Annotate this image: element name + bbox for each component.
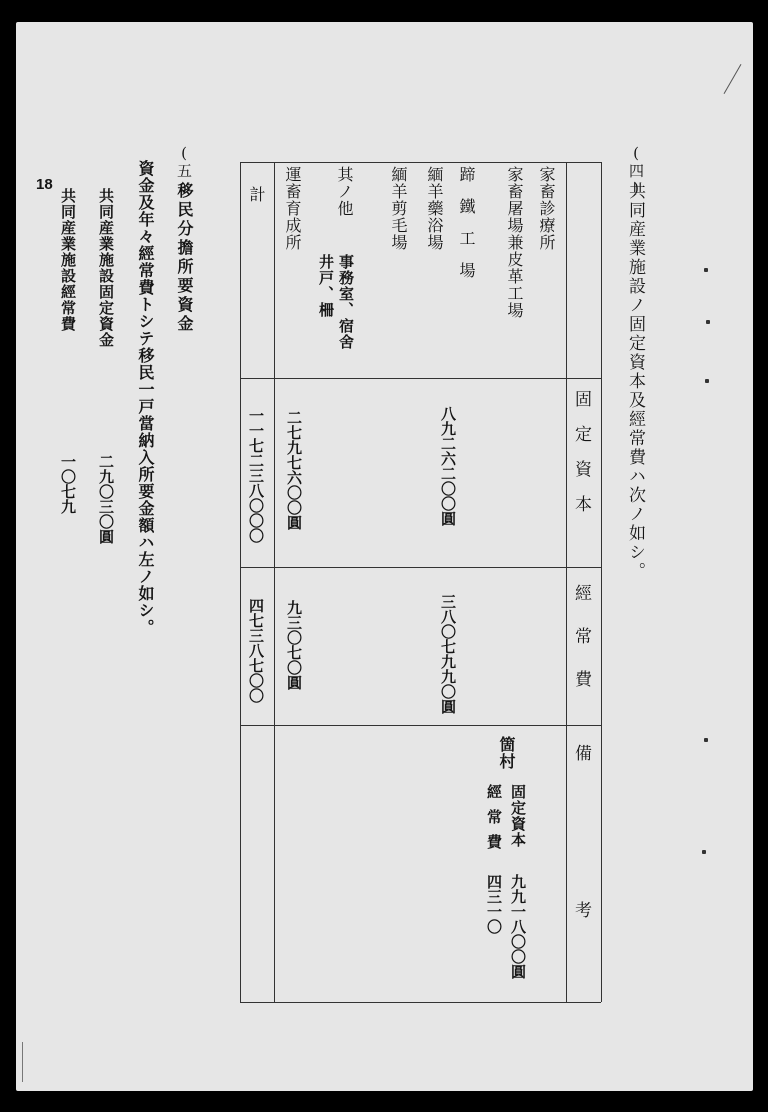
- row-label: 家畜屠場兼皮革工場: [505, 166, 524, 319]
- scan-mark: [704, 268, 708, 272]
- remarks-running-value: 四三一〇: [485, 874, 503, 934]
- header-running-cost: 經常費: [571, 584, 591, 713]
- row-label: 蹄鐵工場: [457, 166, 476, 294]
- remarks-label: 箇村: [497, 736, 516, 770]
- total-divider: [274, 162, 275, 1002]
- section5-heading: 移民分擔所要資金: [175, 182, 194, 334]
- remarks-fixed-label: 固定資本: [509, 784, 527, 848]
- header-divider: [566, 162, 567, 1002]
- fixed-col-line: [240, 378, 601, 379]
- row-label: 其ノ他: [335, 166, 354, 217]
- row-label: 緬羊剪毛場: [389, 166, 408, 251]
- table-right-line: [601, 162, 602, 1002]
- row-sub-note: 井戸、柵: [317, 254, 335, 318]
- total-fixed-value: 一一七二三八〇〇〇: [247, 408, 265, 543]
- scan-mark: [22, 1042, 23, 1082]
- row-label: 家畜診療所: [537, 166, 556, 251]
- section5-item-value: 一〇七九: [59, 454, 77, 514]
- section5-text: 資金及年々經常費トシテ移民一戸當納入所要金額ハ左ノ如シ。: [136, 160, 155, 636]
- document-page: [16, 22, 753, 1091]
- section5-item-label: 共同産業施設固定資金: [97, 188, 115, 348]
- total-label: 計: [247, 186, 266, 203]
- row-sub-note: 事務室、宿舍: [337, 254, 355, 350]
- scan-mark: [704, 738, 708, 742]
- remarks-running-label: 經常費: [485, 784, 503, 859]
- header-fixed-capital: 固定資本: [571, 390, 591, 530]
- total-running-value: 四七三八七〇〇: [247, 598, 265, 703]
- row-label: 緬羊藥浴場: [425, 166, 444, 251]
- scan-mark: [702, 850, 706, 854]
- scan-mark: [724, 64, 742, 94]
- header-remarks: 備考: [571, 744, 591, 1058]
- section5-marker: (五): [175, 144, 193, 198]
- section4-heading: 共同産業施設ノ固定資本及經常費ハ次ノ如シ。: [625, 182, 645, 581]
- running-value: 九三〇七〇圓: [285, 600, 303, 690]
- section5-item-label: 共同産業施設經常費: [59, 188, 77, 332]
- running-value: 三八〇七九九〇圓: [439, 594, 457, 714]
- scan-mark: [706, 320, 710, 324]
- table-top-line: [240, 162, 601, 163]
- scan-mark: [705, 379, 709, 383]
- fixed-value: 八九二六二〇〇圓: [439, 406, 457, 526]
- fixed-value: 二七九七六〇〇圓: [285, 410, 303, 530]
- remarks-fixed-value: 九九一八〇〇圓: [509, 874, 527, 979]
- section4-marker: (四): [627, 144, 645, 198]
- remarks-col-line: [240, 725, 601, 726]
- row-label: 運畜育成所: [283, 166, 302, 251]
- running-col-line: [240, 567, 601, 568]
- page-number: 18: [36, 176, 53, 193]
- table-left-line: [240, 162, 241, 1002]
- table-bottom-line: [240, 1002, 601, 1003]
- section5-item-value: 二九〇三〇圓: [97, 454, 115, 544]
